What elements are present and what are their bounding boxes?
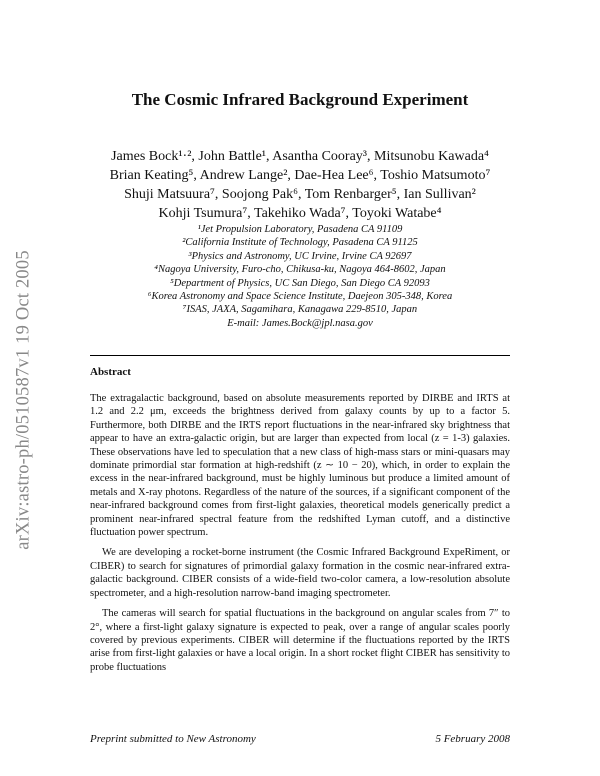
author-list: [80, 147, 520, 223]
abstract-paragraph: The cameras will search for spatial fluctuations in the background on angular scales from 7″ to 2°, where a first-light galaxy signature is expected to peak, over a range of angular scales poorly covered by previous experiments. CIBER will determine if the fluctuations reported by the IRTS arise from first-light galaxies or have a local origin. In a short rocket flight CIBER has sensitivity to probe fluctuations: [90, 608, 510, 673]
abstract-heading: Abstract: [90, 366, 131, 378]
affiliation-line: ⁶Korea Astronomy and Space Science Institute, Daejeon 305-348, Korea: [147, 291, 453, 303]
author-line: James Bock¹·², John Battle¹, Asantha Cooray³, Mitsunobu Kawada⁴: [111, 149, 489, 164]
affiliation-line: ³Physics and Astronomy, UC Irvine, Irvine CA 92697: [188, 250, 412, 262]
contact-email: E-mail: James.Bock@jpl.nasa.gov: [227, 317, 373, 329]
affiliation-line: ¹Jet Propulsion Laboratory, Pasadena CA 91109: [197, 224, 403, 235]
affiliation-line: ⁴Nagoya University, Furo-cho, Chikusa-ku, Nagoya 464-8602, Japan: [154, 264, 446, 276]
affiliation-line: ⁷ISAS, JAXA, Sagamihara, Kanagawa 229-8510, Japan: [182, 304, 418, 316]
affiliation-line: ⁵Department of Physics, UC San Diego, San Diego CA 92093: [170, 277, 430, 289]
abstract-body: [90, 392, 510, 681]
author-line: Brian Keating⁵, Andrew Lange², Dae-Hea Lee⁶, Toshio Matsumoto⁷: [109, 168, 491, 183]
abstract-paragraph: We are developing a rocket-borne instrument (the Cosmic Infrared Background ExpeRiment, or CIBER) to search for signatures of primordial galaxy formation in the cosmic near-infrared extra-galactic background. CIBER consists of a wide-field two-color camera, a low-resolution absolute spectrometer, and a high-resolution narrow-band imaging spectrometer.: [90, 547, 510, 599]
submission-note: Preprint submitted to New Astronomy: [90, 733, 256, 745]
affiliation-list: [80, 223, 520, 330]
affiliation-line: ²California Institute of Technology, Pasadena CA 91125: [182, 237, 418, 249]
author-line: Shuji Matsuura⁷, Soojong Pak⁶, Tom Renbarger⁵, Ian Sullivan²: [124, 187, 476, 202]
abstract-top-rule: [90, 355, 510, 356]
paper-title: The Cosmic Infrared Background Experiment: [131, 90, 469, 109]
arxiv-sidebar-stamp: [12, 200, 36, 600]
author-line: Kohji Tsumura⁷, Takehiko Wada⁷, Toyoki Watabe⁴: [158, 206, 442, 221]
arxiv-identifier: arXiv:astro-ph/0510587v1 19 Oct 2005: [13, 250, 34, 550]
preprint-date: 5 February 2008: [435, 733, 510, 745]
abstract-paragraph: The extragalactic background, based on absolute measurements reported by DIRBE and IRTS at 1.2 and 2.2 μm, exceeds the brightness derived from galaxy counts by up to a factor 5. Furthermore, both DIRBE and the IRTS report fluctuations in the near-infrared sky brightness that appear to have an extra-galactic origin, but are larger than expected from local (z = 1-3) galaxies. These observations have led to speculation that a new class of high-mass stars or mini-quasars may dominate primordial star formation at high-redshift (z ∼ 10 − 20), which, in order to explain the excess in the near-infrared background, must be highly luminous but produce a limited amount of metals and X-ray photons. Regardless of the nature of the sources, if a significant component of the near-infrared background comes from first-light galaxies, theoretical models generically predict a prominent near-infrared spectral feature from the redshifted Lyman cutoff, and a distinctive fluctuation power spectrum.: [90, 393, 510, 539]
